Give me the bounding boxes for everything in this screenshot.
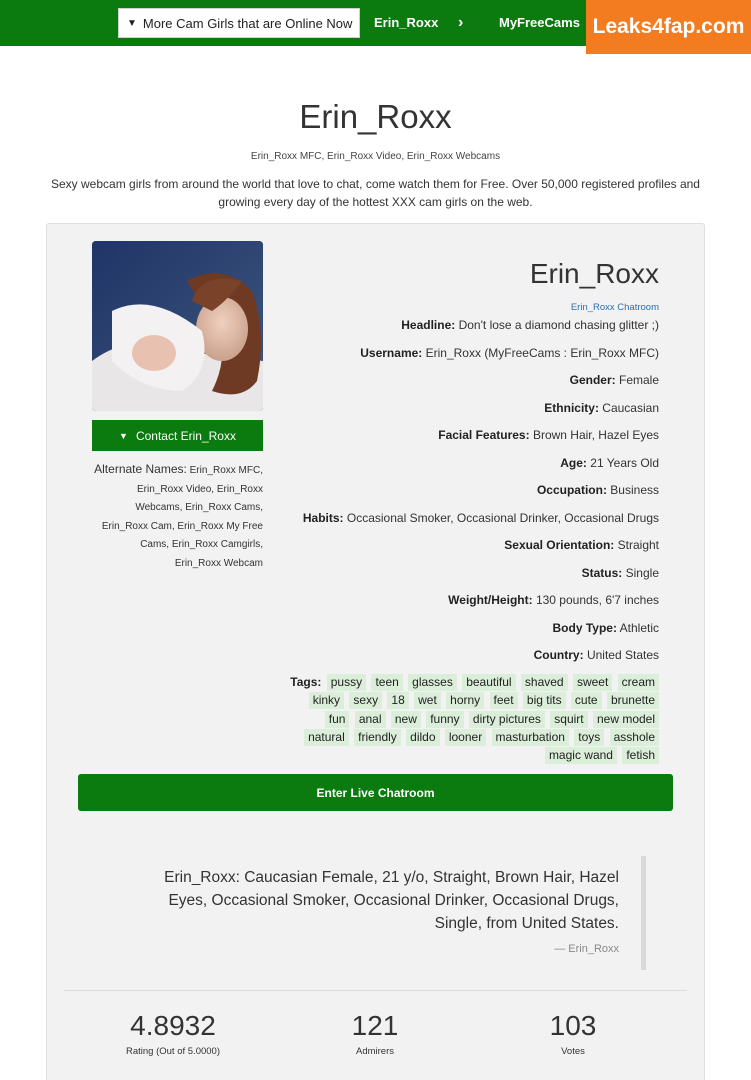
alternate-names-value: Erin_Roxx MFC, Erin_Roxx Video, Erin_Roxx Webcams, Erin_Roxx Cams, Erin_Roxx Cam, Erin_Roxx My Free Cams, Erin_Roxx Camgirls, Erin_Roxx Webcam (101, 465, 263, 569)
breadcrumb-site-link[interactable]: MyFreeCams (499, 15, 580, 30)
admirers-value: 121 (351, 1010, 399, 1041)
admirers-label: Admirers (355, 1046, 394, 1057)
field-country: Country: United States (533, 648, 659, 662)
tag-item[interactable]: feet (490, 692, 518, 709)
tag-list (290, 673, 659, 764)
rating-value: 4.8932 (130, 1010, 216, 1041)
tag-item[interactable]: toys (574, 729, 604, 746)
dropdown-label: More Cam Girls that are Online Now (142, 15, 353, 31)
profile-fields (270, 312, 659, 670)
field-body-type: Body Type: Athletic (552, 620, 659, 635)
field-status: Status: Single (581, 565, 659, 580)
tag-item[interactable]: 18 (387, 692, 408, 709)
tag-item[interactable]: pussy (327, 674, 366, 691)
quote-citation: — Erin_Roxx (554, 943, 619, 955)
field-facial-features: Facial Features: Brown Hair, Hazel Eyes (438, 428, 659, 442)
stat-votes (523, 1010, 623, 1057)
tag-item[interactable]: fun (325, 711, 350, 728)
watermark-logo: Leaks4fap.com (586, 0, 751, 54)
tag-item[interactable]: horny (446, 692, 484, 709)
tags-label: Tags: (290, 675, 322, 689)
tag-item[interactable]: new model (593, 711, 659, 728)
tag-item[interactable]: sexy (349, 692, 382, 709)
field-weight-height: Weight/Height: 130 pounds, 6'7 inches (448, 593, 659, 607)
profile-photo-image (92, 241, 263, 411)
page-subtitle: Erin_Roxx MFC, Erin_Roxx Video, Erin_Roxx Webcams (250, 151, 501, 162)
tag-item[interactable]: cute (571, 692, 602, 709)
tag-item[interactable]: fetish (622, 747, 659, 764)
tag-item[interactable]: looner (445, 729, 486, 746)
tag-item[interactable]: dildo (406, 729, 439, 746)
field-age: Age: 21 Years Old (560, 455, 659, 470)
page-intro: Sexy webcam girls from around the world that love to chat, come watch them for Free. Over 50,000 registered profiles and growing every day of the hottest XXX cam girls on the web. (51, 177, 700, 209)
tag-item[interactable]: masturbation (492, 729, 569, 746)
tag-item[interactable]: sweet (573, 674, 612, 691)
more-cam-girls-dropdown[interactable] (118, 8, 360, 38)
field-username: Username: Erin_Roxx (MyFreeCams : Erin_Roxx MFC) (360, 345, 659, 360)
tag-item[interactable]: friendly (354, 729, 401, 746)
chevron-down-icon: ▼ (127, 17, 137, 29)
profile-photo (92, 241, 263, 411)
stat-admirers (325, 1010, 425, 1057)
divider (64, 990, 687, 991)
tag-item[interactable]: brunette (607, 692, 659, 709)
tag-item[interactable]: kinky (309, 692, 344, 709)
stat-rating (108, 1010, 238, 1057)
alternate-names (92, 460, 263, 573)
contact-button[interactable] (92, 420, 263, 451)
tag-item[interactable]: shaved (521, 674, 568, 691)
tag-item[interactable]: teen (371, 674, 402, 691)
profile-name: Erin_Roxx (529, 258, 659, 289)
field-sexual-orientation: Sexual Orientation: Straight (504, 538, 659, 552)
tag-item[interactable]: funny (426, 711, 463, 728)
votes-label: Votes (561, 1046, 585, 1057)
tag-item[interactable]: wet (414, 692, 441, 709)
field-gender: Gender: Female (569, 373, 659, 387)
tag-item[interactable]: cream (618, 674, 659, 691)
profile-summary-quote (130, 856, 646, 970)
tag-item[interactable]: dirty pictures (469, 711, 545, 728)
tag-item[interactable]: glasses (408, 674, 457, 691)
tag-item[interactable]: asshole (610, 729, 659, 746)
tag-item[interactable]: new (391, 711, 421, 728)
field-headline: Headline: Don't lose a diamond chasing glitter ;) (401, 318, 659, 332)
tag-item[interactable]: magic wand (545, 747, 617, 764)
tag-item[interactable]: anal (355, 711, 386, 728)
breadcrumb-separator-icon: › (458, 14, 464, 31)
tag-item[interactable]: natural (304, 729, 349, 746)
tag-item[interactable]: big tits (523, 692, 566, 709)
contact-button-label: Contact Erin_Roxx (135, 428, 236, 443)
quote-text: Erin_Roxx: Caucasian Female, 21 y/o, Straight, Brown Hair, Hazel Eyes, Occasional Smoker, Occasional Drinker, Occasional Drugs, Single, from United States. (164, 869, 619, 932)
caret-down-icon: ▼ (119, 430, 128, 441)
votes-value: 103 (549, 1010, 597, 1041)
field-occupation: Occupation: Business (536, 483, 659, 497)
chatroom-link[interactable]: Erin_Roxx Chatroom (570, 302, 659, 313)
tag-item[interactable]: beautiful (462, 674, 515, 691)
breadcrumb-model-link[interactable]: Erin_Roxx (374, 15, 439, 30)
field-ethnicity: Ethnicity: Caucasian (544, 400, 659, 415)
tag-item[interactable]: squirt (550, 711, 587, 728)
rating-label: Rating (Out of 5.0000) (126, 1046, 220, 1057)
enter-live-chatroom-button[interactable]: Enter Live Chatroom (78, 774, 673, 811)
alternate-names-label: Alternate Names: (94, 462, 187, 476)
page-title: Erin_Roxx (299, 98, 452, 135)
field-habits: Habits: Occasional Smoker, Occasional Drinker, Occasional Drugs (302, 510, 659, 525)
